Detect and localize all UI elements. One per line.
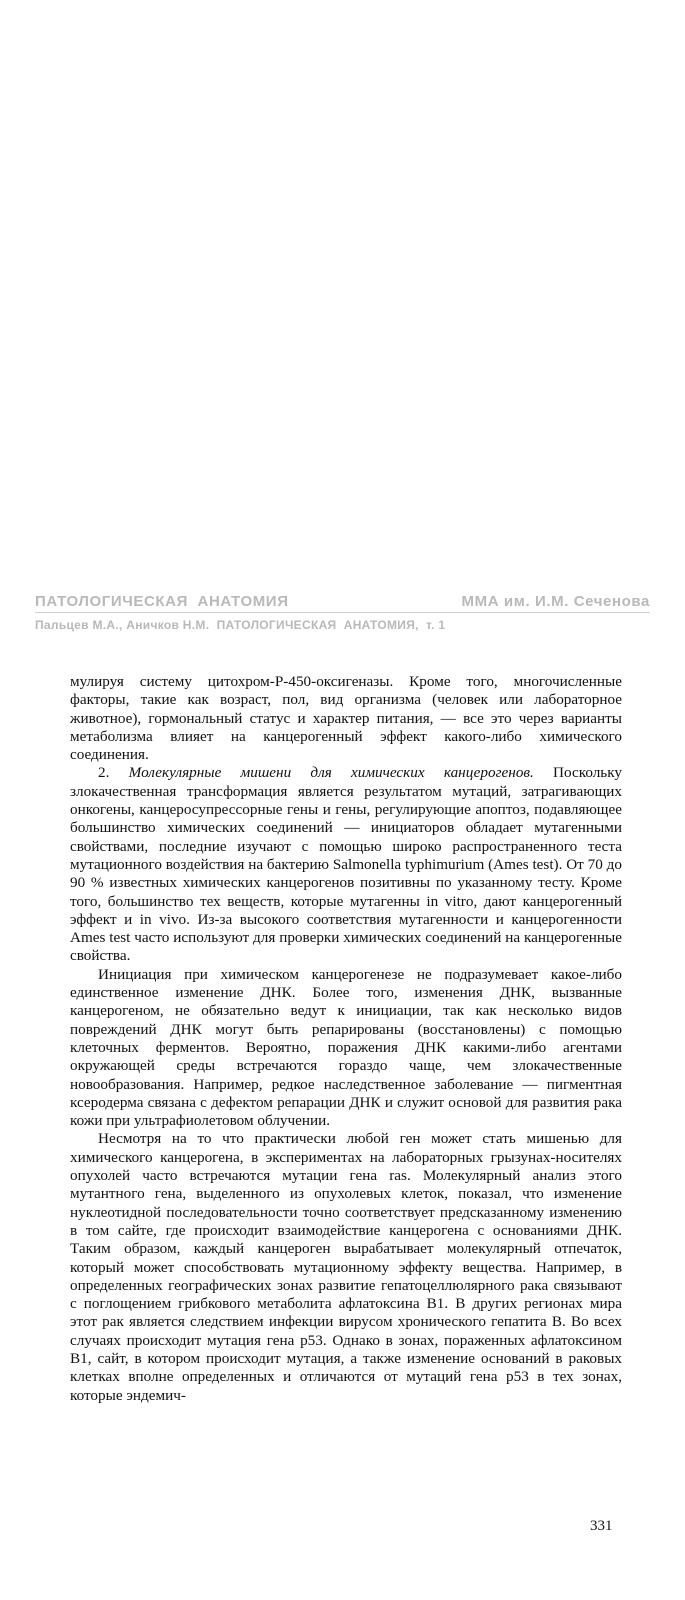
section-number: 2. xyxy=(98,764,110,782)
header-divider xyxy=(35,612,650,613)
book-citation: Пальцев М.А., Аничков Н.М. ПАТОЛОГИЧЕСКАЯ АНАТОМИЯ, т. 1 xyxy=(35,618,446,632)
paragraph-ras-mutations: Несмотря на то что практически любой ген может стать мишенью для химического канцерогена, в экспериментах на лабораторных грызунах-носителях опухолей часто встречаются мутации гена ras. Молекулярный анализ этого мутантного гена, выделенного из опухолевых клеток, показал, что изменение нуклеотидной последовательности точно соответствует предсказанному изменению в том сайте, где происходит взаимодействие канцерогена с основаниями ДНК. Таким образом, каждый канцероген вырабатывает молекулярный отпечаток, который может способствовать мутационному эффекту вещества. Например, в определенных географических зонах развитие гепатоцеллюлярного рака связывают с поглощением грибкового метаболита афлатоксина В1. В других регионах мира этот рак является следствием инфекции вирусом хронического гепатита В. Во всех случаях происходит мутация гена p53. Однако в зонах, пораженных афлатоксином В1, сайт, в котором происходит мутация, а также изменение оснований в раковых клетках вполне определенных и отличаются от мутаций гена p53 в тех зонах, которые эндемич- xyxy=(70,1130,622,1404)
paragraph-molecular-targets xyxy=(70,764,622,965)
book-title: ПАТОЛОГИЧЕСКАЯ АНАТОМИЯ xyxy=(35,593,289,610)
publisher-name: ММА им. И.М. Сеченова xyxy=(461,593,650,610)
paragraph-continuation: мулируя систему цитохром-Р-450-оксигеназы. Кроме того, многочисленные факторы, такие как возраст, пол, вид организма (человек или лабораторное животное), гормональный статус и характер питания, — все это через варианты метаболизма влияет на канцерогенный эффект какого-либо химического соединения. xyxy=(70,673,622,764)
page-number: 331 xyxy=(590,1518,613,1534)
header-title-row xyxy=(35,593,650,611)
section-heading: Молекулярные мишени для химических канцерогенов. xyxy=(128,764,534,782)
page-body xyxy=(70,673,622,1405)
section-text: Поскольку злокачественная трансформация является результатом мутаций, затрагивающих онкогены, канцеросупрессорные гены и гены, регулирующие апоптоз, подавляющее большинство химических соединений — инициаторов обладает мутагенными свойствами, последние изучают с помощью широко распространенного теста мутационного воздействия на бактерию Salmonella typhimurium (Ames test). От 70 до 90 % известных химических канцерогенов позитивны по указанному тесту. Кроме того, большинство тех веществ, которые мутагенны in vitro, дают канцерогенный эффект и in vivo. Из-за высокого соответствия мутагенности и канцерогенности Ames test часто используют для проверки химических соединений на канцерогенные свойства. xyxy=(70,764,622,965)
paragraph-initiation: Инициация при химическом канцерогенезе не подразумевает какое-либо единственное изменение ДНК. Более того, изменения ДНК, вызванные канцерогеном, не обязательно ведут к инициации, так как несколько видов повреждений ДНК могут быть репарированы (восстановлены) с помощью клеточных ферментов. Вероятно, поражения ДНК какими-либо агентами окружающей среды встречаются гораздо чаще, чем злокачественные новообразования. Например, редкое наследственное заболевание — пигментная ксеродерма связана с дефектом репарации ДНК и служит основой для развития рака кожи при ультрафиолетовом облучении. xyxy=(70,965,622,1130)
page-header xyxy=(35,593,650,632)
